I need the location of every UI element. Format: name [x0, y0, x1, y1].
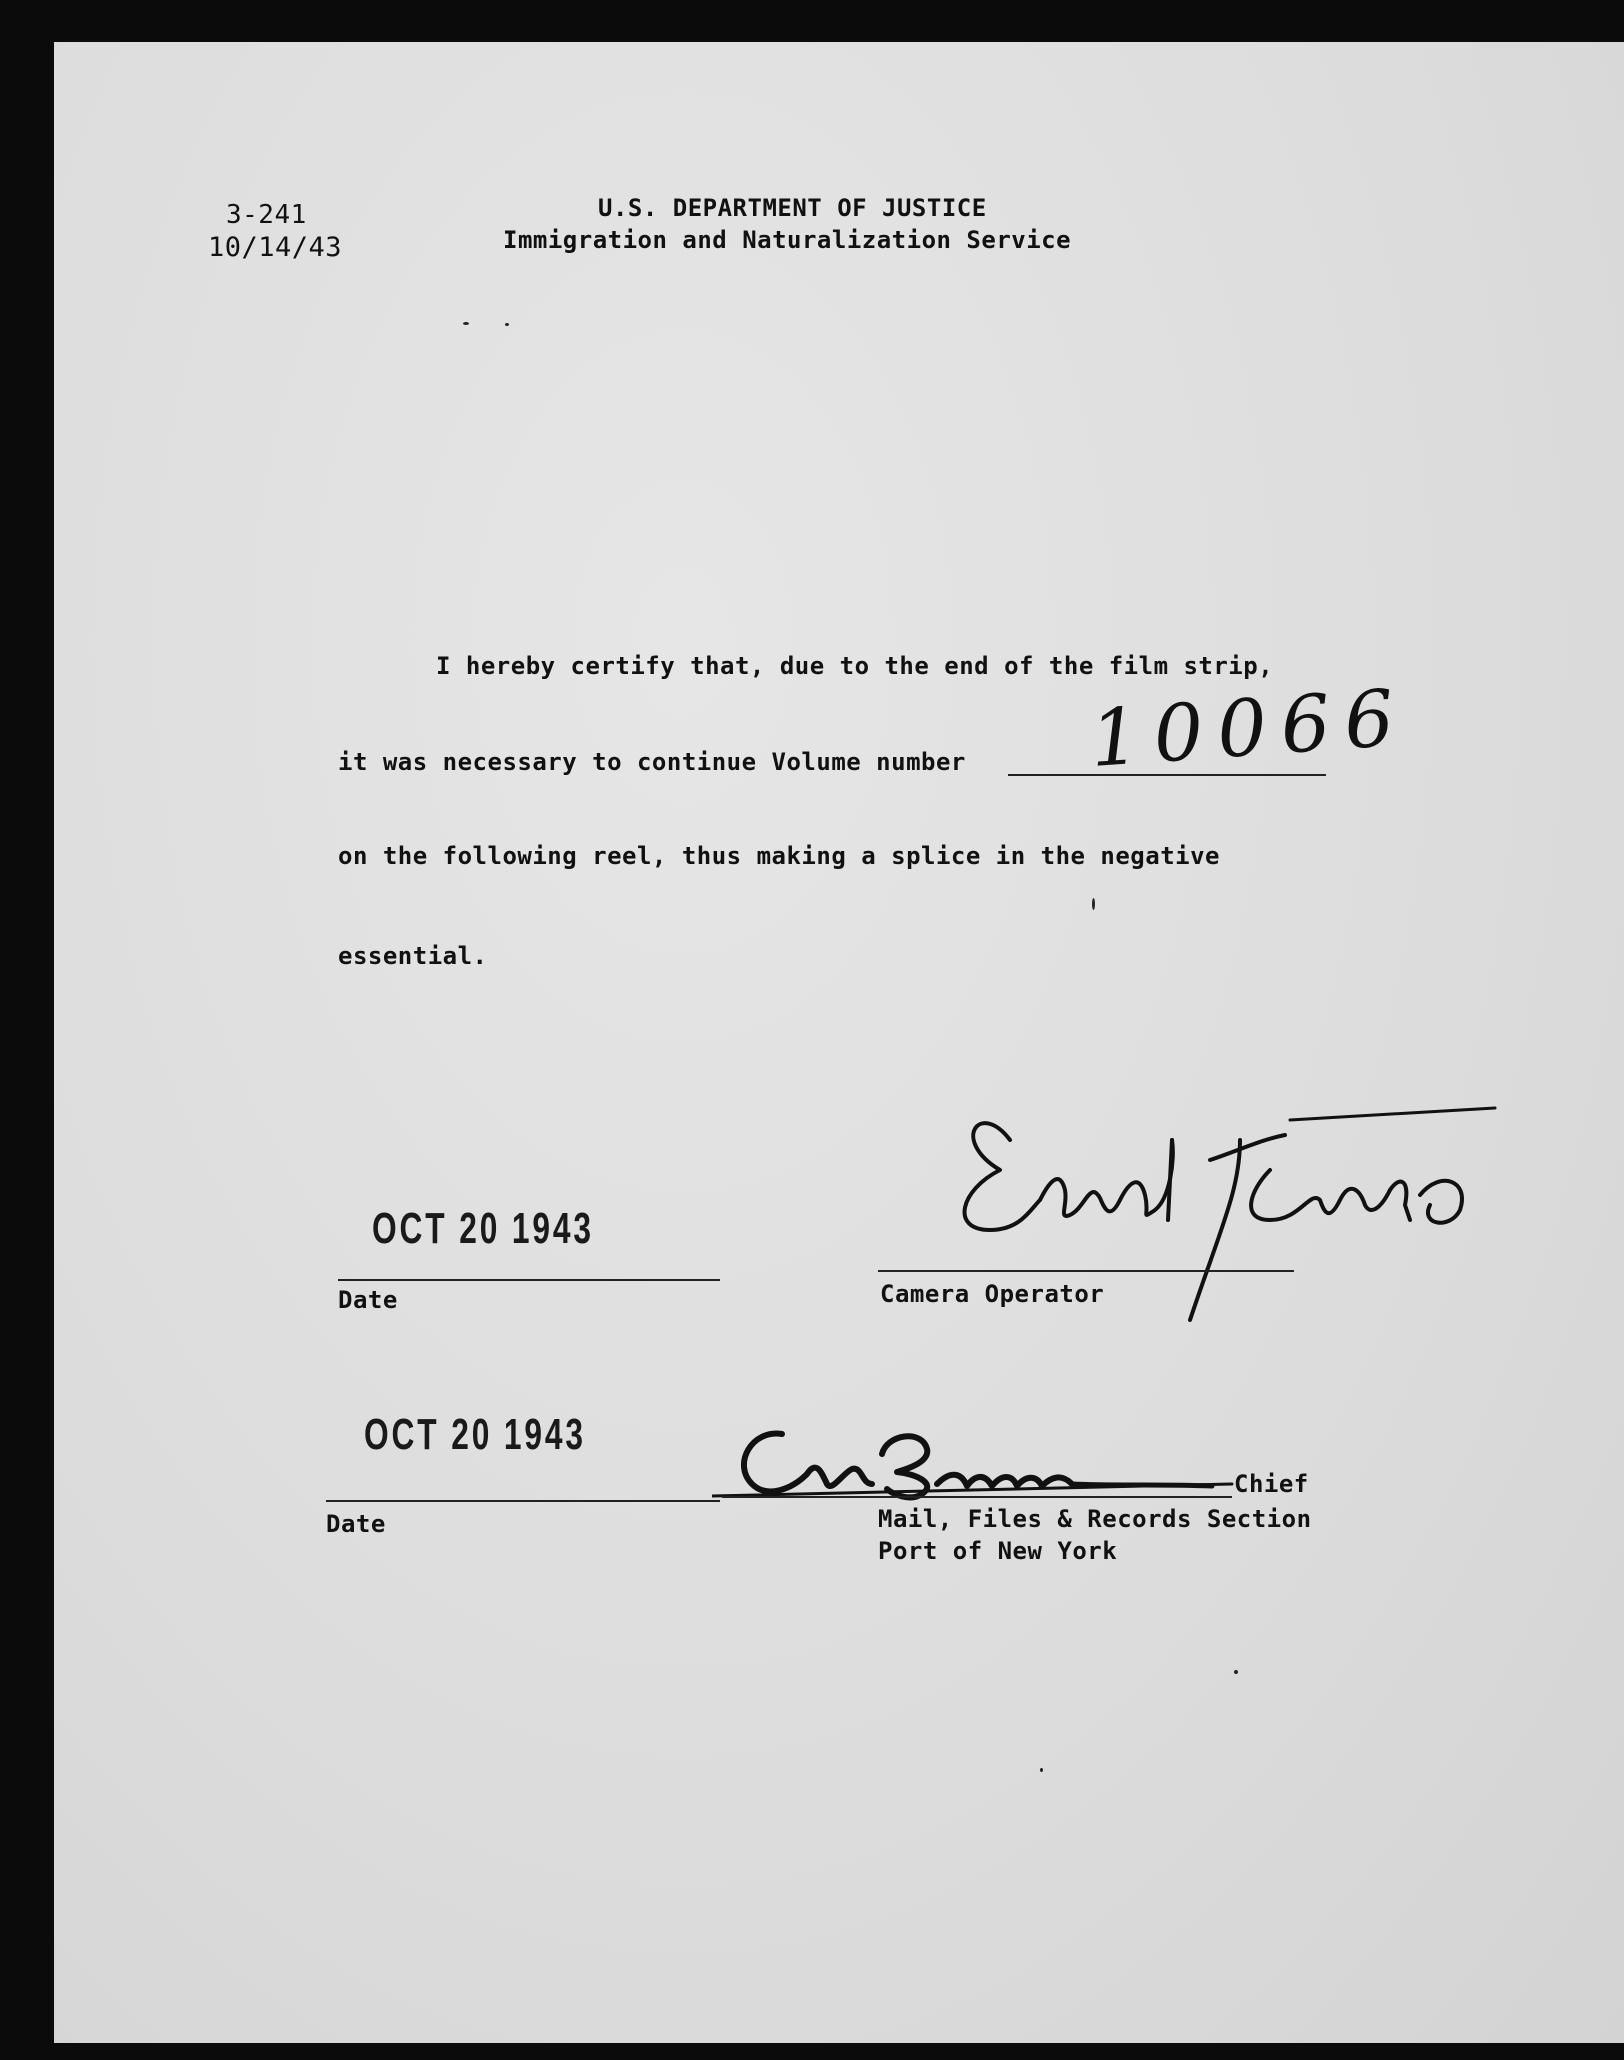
service-heading: Immigration and Naturalization Service [503, 226, 1072, 254]
chief-date-label: Date [326, 1510, 386, 1538]
document-sheet [54, 42, 1624, 2043]
form-number: 3-241 [226, 200, 307, 230]
operator-title: Camera Operator [880, 1280, 1105, 1308]
chief-title: Chief [1234, 1470, 1309, 1498]
volume-number-value: 10066 [1087, 673, 1411, 785]
operator-signature-underline [878, 1270, 1294, 1272]
chief-signature-underline [722, 1496, 1232, 1498]
chief-date-underline [326, 1500, 720, 1502]
certificate-line-1: I hereby certify that, due to the end of the film strip, [436, 652, 1274, 680]
department-heading: U.S. DEPARTMENT OF JUSTICE [598, 194, 987, 222]
speck [505, 323, 509, 326]
chief-date-stamp: OCT 20 1943 [364, 1410, 586, 1459]
form-date: 10/14/43 [208, 232, 343, 263]
operator-date-stamp: OCT 20 1943 [372, 1204, 594, 1253]
speck [1092, 898, 1095, 910]
chief-section: Mail, Files & Records Section [878, 1505, 1312, 1533]
speck [1234, 1670, 1238, 1674]
speck [1040, 1768, 1043, 1772]
certificate-line-2: it was necessary to continue Volume number [338, 748, 966, 776]
speck [463, 322, 469, 325]
operator-date-underline [338, 1279, 720, 1281]
certificate-line-3: on the following reel, thus making a splice in the negative [338, 842, 1221, 870]
chief-location: Port of New York [878, 1537, 1118, 1565]
operator-date-label: Date [338, 1286, 398, 1314]
certificate-line-4: essential. [338, 942, 488, 970]
